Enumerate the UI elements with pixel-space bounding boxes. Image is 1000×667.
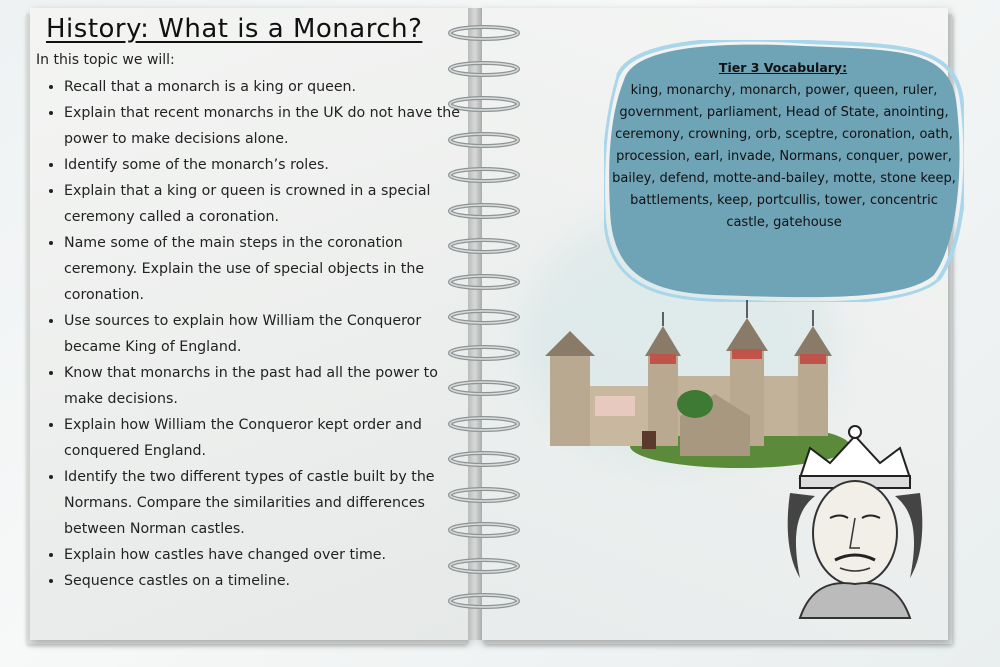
- hair-left: [788, 493, 815, 578]
- castle-tree: [677, 390, 713, 418]
- castle-band: [800, 354, 826, 364]
- objective-item: • Sequence castles on a timeline.: [64, 568, 464, 594]
- objective-item: • Identify the two different types of castle built by the Normans. Compare the similarities and differences between Norman castles.: [64, 464, 464, 542]
- objective-item: • Explain that recent monarchs in the UK do not have the power to make decisions alone.: [64, 100, 464, 152]
- castle-roof: [545, 331, 595, 356]
- castle-roof: [645, 326, 681, 356]
- shoulders: [800, 583, 910, 618]
- objectives-list: [44, 74, 464, 594]
- castle-roof: [726, 318, 768, 351]
- objective-item: • Explain how William the Conqueror kept order and conquered England.: [64, 412, 464, 464]
- castle-building: [595, 396, 635, 416]
- crown-orb: [849, 426, 861, 438]
- spiral-ring: [446, 24, 522, 42]
- vocabulary-heading: Tier 3 Vocabulary:: [718, 60, 848, 75]
- objective-item: • Identify some of the monarch’s roles.: [64, 152, 464, 178]
- vocabulary-words: king, monarchy, monarch, power, queen, ruler, government, parliament, Head of State, anointing, ceremony, crowning, orb, sceptre, coronation, oath, procession, earl, invade, Normans, conquer, power, bailey, defend, motte-and-bailey, motte, stone keep, battlements, keep, portcullis, tower, concentric castle, gatehouse: [612, 83, 956, 230]
- castle-door: [642, 431, 656, 449]
- objective-item: • Explain that a king or queen is crowned in a special ceremony called a coronation.: [64, 178, 464, 230]
- spiral-ring: [446, 592, 522, 610]
- castle-roof: [794, 326, 832, 356]
- hair-right: [895, 493, 922, 578]
- objective-item: • Explain how castles have changed over time.: [64, 542, 464, 568]
- objective-item: • Know that monarchs in the past had all the power to make decisions.: [64, 360, 464, 412]
- objective-item: • Name some of the main steps in the coronation ceremony. Explain the use of special objects in the coronation.: [64, 230, 464, 308]
- face: [813, 481, 897, 585]
- page-title: History: What is a Monarch?: [46, 14, 423, 44]
- intro-text: In this topic we will:: [36, 52, 175, 68]
- objective-item: • Use sources to explain how William the Conqueror became King of England.: [64, 308, 464, 360]
- castle-band: [732, 349, 762, 359]
- crown-icon: [800, 436, 910, 478]
- king-portrait: [770, 418, 940, 628]
- castle-band: [650, 354, 676, 364]
- objective-item: • Recall that a monarch is a king or queen.: [64, 74, 464, 100]
- castle-tower-left: [550, 356, 590, 446]
